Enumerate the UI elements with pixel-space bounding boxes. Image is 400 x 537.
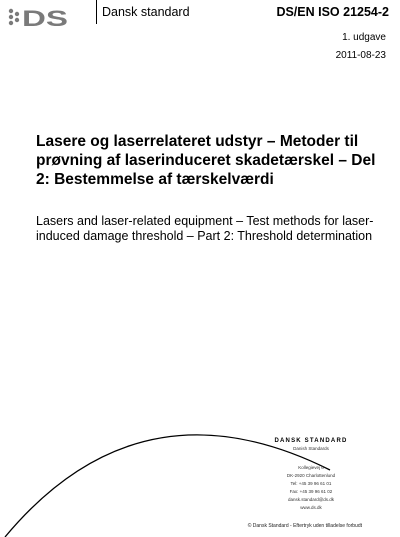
- logo-dot: [9, 21, 13, 25]
- postal-line: DK-2920 Charlottenlund: [286, 473, 336, 478]
- contact-block: [256, 464, 366, 512]
- edition: 1. udgave: [342, 32, 386, 43]
- copyright: © Dansk Standard - Eftertryk uden tilladelse forbudt: [247, 523, 362, 529]
- standard-number: DS/EN ISO 21254-2: [276, 5, 389, 19]
- title-danish: Lasere og laserrelateret udstyr – Metoder til prøvning af laserinduceret skadetærskel – Del 2: Bestemmelse af tærskelværdi: [36, 133, 376, 188]
- fax-line: Fax: +45 39 96 61 02: [289, 489, 333, 494]
- title-english: Lasers and laser-related equipment – Test methods for laser-induced damage threshold – Part 2: Threshold determination: [36, 214, 374, 243]
- logo-dot: [15, 12, 19, 16]
- address-line: Kollegievej 6: [298, 465, 324, 470]
- logo-dot: [9, 9, 13, 13]
- publisher-name: DANSK STANDARD: [274, 438, 348, 444]
- ds-logo: [8, 6, 84, 28]
- logo-text: DS: [22, 6, 68, 28]
- website-link[interactable]: www.ds.dk: [300, 505, 322, 510]
- publisher-block: [256, 437, 366, 452]
- standard-label: Dansk standard: [102, 5, 190, 19]
- email-link[interactable]: dansk.standard@ds.dk: [287, 497, 335, 502]
- publication-date: 2011-08-23: [335, 50, 386, 61]
- publisher-sub: Danish Standards: [293, 446, 329, 451]
- logo-dot: [9, 15, 13, 19]
- header-divider: [96, 0, 97, 24]
- phone-line: Tel: +45 39 96 61 01: [290, 481, 332, 486]
- logo-dot: [15, 18, 19, 22]
